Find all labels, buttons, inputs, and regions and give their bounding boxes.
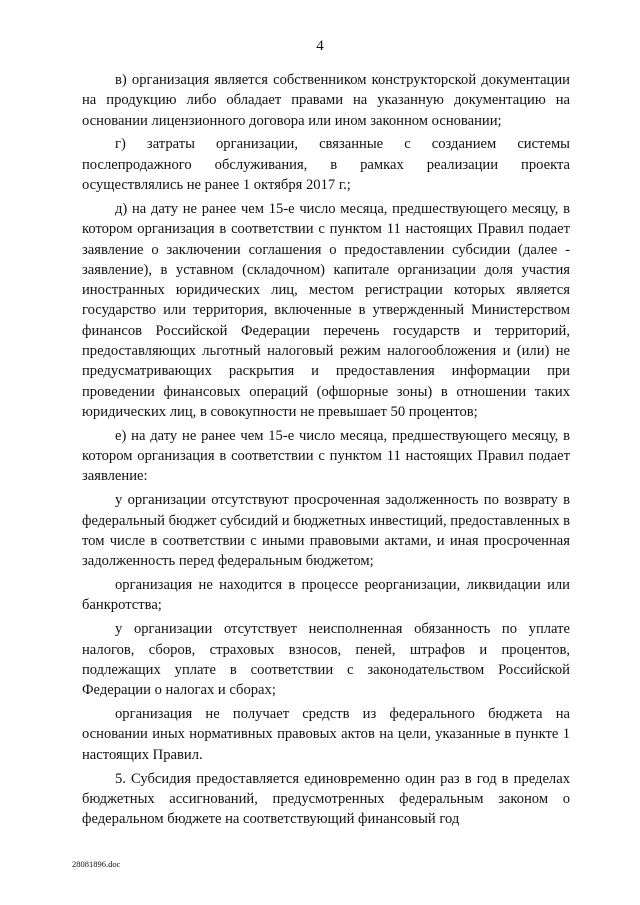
- page-number: 4: [316, 38, 324, 54]
- paragraph-no-other-funds: организация не получает средств из федерального бюджета на основании иных нормативных правовых актов на цели, указанные в пункте 1 настоящих Правил.: [82, 706, 570, 763]
- document-filename: 28081896.doc: [72, 859, 121, 869]
- paragraph-g: г) затраты организации, связанные с созданием системы послепродажного обслуживания, в рамках реализации проекта осуществлялись не ранее 1 октября 2017 г.;: [82, 136, 570, 194]
- paragraph-no-reorganization: организация не находится в процессе реорганизации, ликвидации или банкротства;: [82, 577, 570, 614]
- paragraph-5-subsidy: 5. Субсидия предоставляется единовременно один раз в год в пределах бюджетных ассигнований, предусмотренных федеральным законом о федеральном бюджете на соответствующий финансовый год: [82, 770, 570, 828]
- paragraph-no-tax-arrears: у организации отсутствует неисполненная обязанность по уплате налогов, сборов, страховых взносов, пеней, штрафов и процентов, подлежащих уплате в соответствии с законодательством Российской Федерации о налогах и сборах;: [82, 621, 570, 699]
- document-body: [82, 70, 570, 833]
- paragraph-no-debt: у организации отсутствуют просроченная задолженность по возврату в федеральный бюджет субсидий и бюджетных инвестиций, предоставленных в том числе в соответствии с иными правовыми актами, и иная просроченная задолженность перед федеральным бюджетом;: [82, 492, 570, 570]
- paragraph-v: в) организация является собственником конструкторской документации на продукцию либо обладает правами на указанную документацию на основании лицензионного договора или ином законном основании;: [82, 72, 570, 129]
- paragraph-e: е) на дату не ранее чем 15-е число месяца, предшествующего месяцу, в котором организация в соответствии с пунктом 11 настоящих Правил подает заявление:: [82, 427, 570, 485]
- paragraph-d: д) на дату не ранее чем 15-е число месяца, предшествующего месяцу, в котором организация в соответствии с пунктом 11 настоящих Правил подает заявление о заключении соглашения о предоставлении субсидии (далее - заявление), в уставном (складочном) капитале организации доля участия иностранных юридических лиц, местом регистрации которых является государство или территория, включенные в утвержденный Министерством финансов Российской Федерации перечень государств и территорий, предоставляющих льготный налоговый режим налогообложения и (или) не предусматривающих раскрытия и предоставления информации при проведении финансовых операций (офшорные зоны) в отношении таких юридических лиц, в совокупности не превышает 50 процентов;: [82, 200, 570, 420]
